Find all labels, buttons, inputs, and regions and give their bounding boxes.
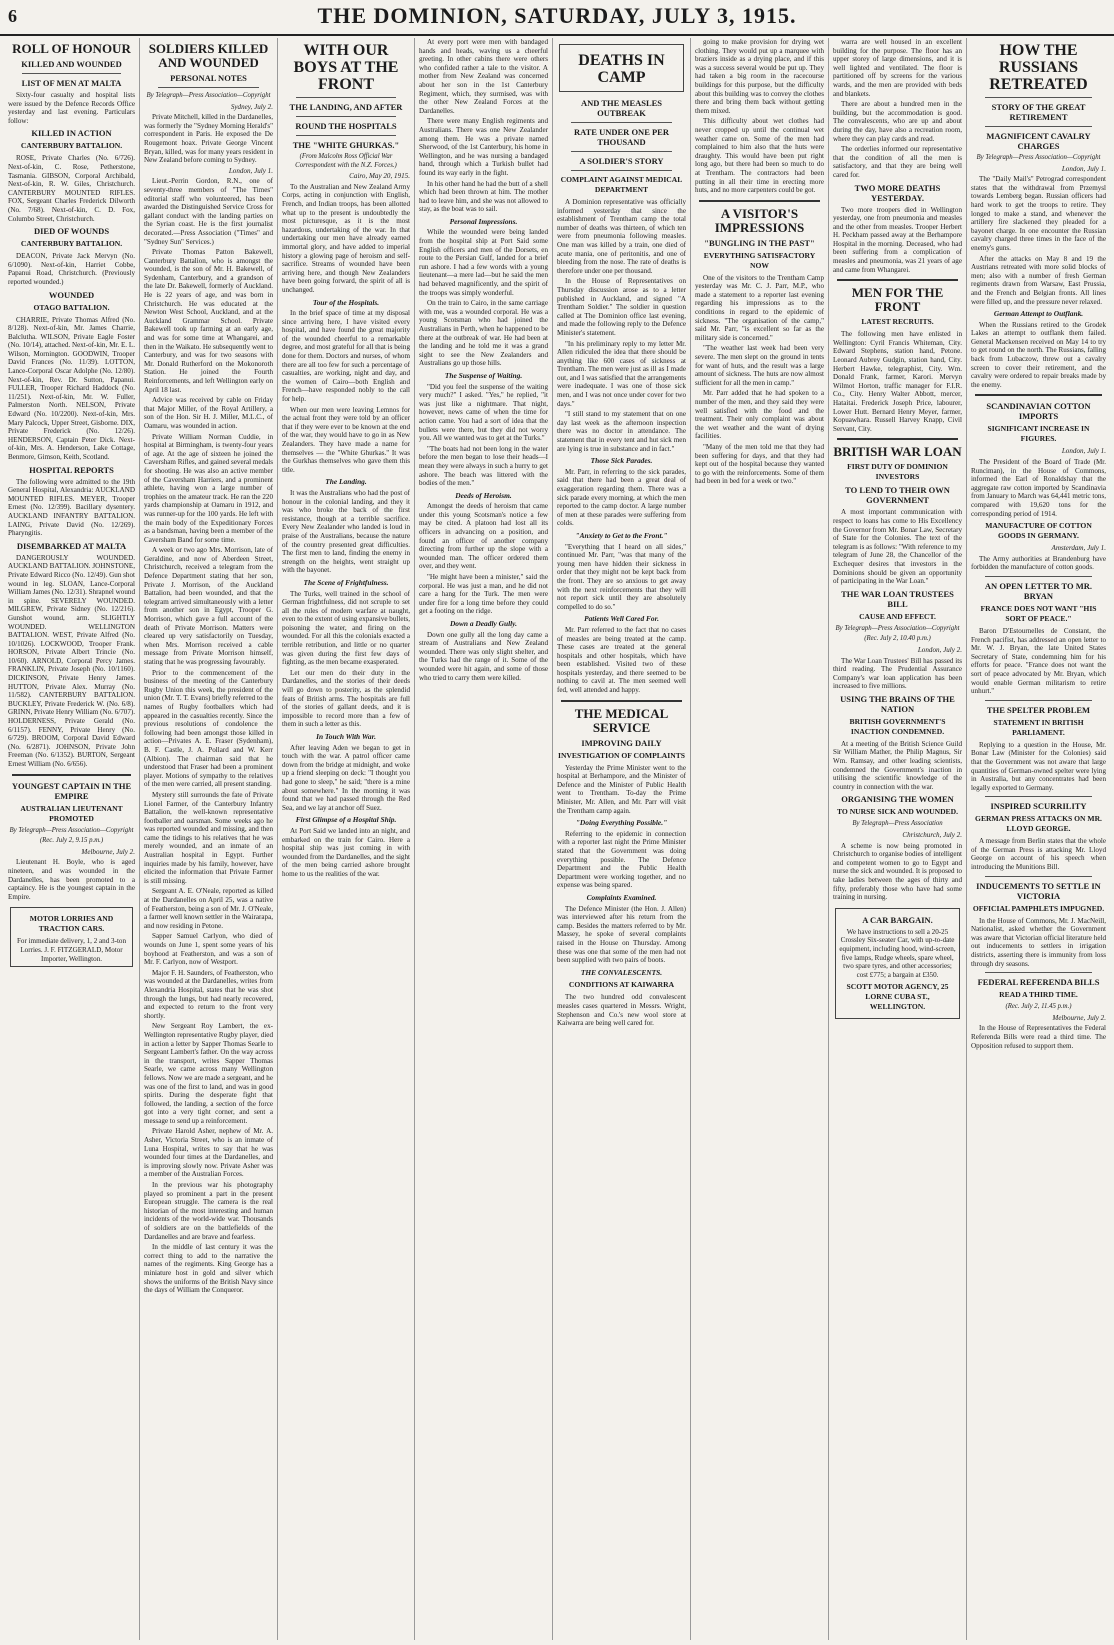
subheading: INDUCEMENTS TO SETTLE IN VICTORIA [976, 880, 1101, 901]
article-paragraph: There are about a hundred men in the building, but the accommodation is good. The convalescents, who are up and about during the day, have also a recreation room, where they can play cards and read. [833, 100, 962, 143]
subheading: USING THE BRAINS OF THE NATION [840, 693, 955, 714]
subheading: PERSONAL NOTES [170, 73, 247, 83]
subheading: ORGANISING THE WOMEN [841, 794, 954, 805]
subheading: AN OPEN LETTER TO MR. BRYAN [984, 580, 1093, 601]
article-paragraph: A message from Berlin states that the whole of the German Press is attacking Mr. Lloyd George on account of his speech when introducing the Munitions Bill. [971, 837, 1106, 872]
column-8 [967, 38, 1110, 1640]
wire-credit: By Telegraph—Press Association [852, 820, 943, 828]
section-heading: "Anxiety to Get to the Front." [575, 530, 668, 540]
article-paragraph: The War Loan Trustees' Bill has passed its third reading. The Prudential Assurance Company's war loan application has been increased to five millions. [833, 656, 962, 691]
article-paragraph: Prior to the commencement of the business of the meeting of the Canterbury Rugby Union this week, the president of the union (Mr. T. T. Evans) briefly referred to the names of Rugby footballers which had appeared in the casualties recently. Since the previous resolutions of condolence the following had been amongst those killed in action—Privates A. E. Fraser (Sydenham), B. F. Castle, J. A. Pollard and W. Kerr (Albion). The chairman said that he understood that Fraser had been a prominent player. Motions of sympathy to the relatives of the men were carried, all present standing. [144, 668, 273, 789]
subheading: HOSPITAL REPORTS [29, 464, 114, 475]
article-paragraph: Replying to a question in the House, Mr. Bonar Law (Minister for the Colonies) said that the Government was not aware that large quantities of German-owned spelter were lying in Australia, but any concentrates had been legally exported to Germany. [971, 740, 1106, 792]
headline: SOLDIERS KILLED AND WOUNDED [148, 41, 269, 70]
divider [158, 87, 259, 88]
column-7 [829, 38, 967, 1640]
article-paragraph: In the middle of last century it was the correct thing to add to the narrative the names of the regiments. King George has a miniature host in gold and silver which shows the uniforms of the British Navy since the days of William the Conqueror. [144, 1243, 273, 1295]
subheading: FRANCE DOES NOT WANT "HIS SORT OF PEACE." [980, 603, 1097, 623]
article-paragraph: At every port were men with bandaged hands and heads, waving us a cheerful greeting. In other cabins there were others who confided rather a tale to the visitor. A mother from New Zealand was concerned about her son in the 1st Canterbury Regiment, which, they surmised, was with the other New Zealand Forces at the Dardanelles. [419, 38, 548, 115]
article-paragraph: The two hundred odd convalescent measles cases quartered in Messrs. Wright, Stephenson and Co.'s new wool store at Kaiwarra are being well cared for. [557, 993, 686, 1028]
masthead [0, 0, 1114, 36]
article-paragraph: Private Harold Asher, nephew of Mr. A. Asher, Victoria Street, who is an inmate of Luna Hospital, writes to say that he was wounded four times at the Dardanelles, and is improving slowly now. Private Asher was a member of the Australian Forces. [144, 1127, 273, 1179]
dateline: London, July 1. [1061, 447, 1106, 456]
wire-date: (Rec. July 2, 9.15 p.m.) [39, 837, 104, 845]
article-paragraph: "Did you feel the suspense of the waiting very much?" I asked. "Yes," he replied, "it was just like a nightmare. That night, however, news came of when the time for action came. You had a sort of idea that the bullets were there, but they did not worry you. All we wanted was to get at the Turks." [419, 382, 548, 443]
divider [985, 972, 1092, 973]
section-heading: Personal Impressions. [449, 216, 518, 226]
divider [296, 135, 396, 136]
unit-heading: CANTERBURY BATTALION. [20, 141, 123, 151]
wire-credit: By Telegraph—Press Association—Copyright [835, 624, 960, 632]
divider [12, 774, 131, 776]
divider [985, 576, 1092, 577]
divider [571, 170, 672, 171]
section-heading: Down a Deadly Gully. [449, 619, 518, 628]
article-paragraph: Referring to the epidemic in connection with a reporter last night the Prime Minister stated that the Government was doing everything possible. The Defence Department and the Public Health Department were working together, and no expense was being spared. [557, 829, 686, 890]
divider [985, 700, 1092, 701]
article-paragraph: The following were admitted to the 19th General Hospital, Alexandria: AUCKLAND MOUNTED RIFLES. MEYER, Trooper Ernest (No. 12/399). Bacillary dysentery. AUCKLAND INFANTRY BATTALION. LAING, Private David (No. 12/269). Pharyngitis. [8, 477, 135, 538]
subheading: CAUSE AND EFFECT. [859, 611, 936, 621]
headline: MEN FOR THE FRONT [851, 285, 944, 315]
newspaper-title: THE DOMINION, SATURDAY, JULY 3, 1915. [317, 3, 797, 28]
divider [837, 438, 958, 440]
article-paragraph: Yesterday the Prime Minister went to the hospital at Berhampore, and the Minister of Defence and the Minister of Public Health went to Trentham. To-day the Prime Minister, Mr. Allen, and Mr. Parr will visit the Trentham camp again. [557, 763, 686, 815]
subheading: AND THE MEASLES OUTBREAK [580, 98, 663, 118]
subheading: ROUND THE HOSPITALS [295, 121, 397, 131]
subheading: KILLED IN ACTION [31, 128, 112, 139]
subheading: A SOLDIER'S STORY [579, 156, 664, 166]
article-paragraph: The Defence Minister (the Hon. J. Allen) was interviewed after his return from the camp. Besides the matters referred to by Mr. Massey, he spoke of several complaints raised in the House on Thursday. Among these was one that some of the men had not been supplied with two pairs of boots. [557, 904, 686, 965]
unit-heading: OTAGO BATTALION. [33, 302, 110, 312]
dateline: Amsterdam, July 1. [1051, 544, 1106, 553]
subheading: THE WAR LOAN TRUSTEES BILL [841, 588, 954, 609]
wire-credit: By Telegraph—Press Association—Copyright [976, 154, 1101, 161]
subheading: GERMAN PRESS ATTACKS ON MR. LLOYD GEORGE. [975, 814, 1102, 834]
article-paragraph: While the wounded were being landed from the hospital ship at Port Said some English officers and men of the Dorsets, en route to the Persian Gulf, landed for a brief run ashore. I had a few words with a young lieutenant—a mere lad—but he said the men had behaved magnificently, and the spirit of the troops was simply wonderful. [419, 228, 548, 297]
column-5 [553, 38, 691, 1640]
article-paragraph: The President of the Board of Trade (Mr. Runciman), in the House of Commons, informed the Earl of Ronaldshay that the aggregate raw cotton imported by Scandinavia from January to March was 64,441 metric tons, compared with 19,620 tons for the corresponding period of 1914. [971, 458, 1106, 518]
section-heading: "Doing Everything Possible." [575, 818, 668, 828]
subheading: RATE UNDER ONE PER THOUSAND [573, 127, 669, 147]
article-paragraph: This difficulty about wet clothes had never cropped up until the continual wet weather came on. Some of the men had complained to him also that the huts were draughty. This would have been put right long ago, but there had been so much to do at Trentham. The contractors had been putting in all their time in erecting more huts, and no more carpenters could be got. [695, 117, 824, 195]
ad-footer: SCOTT MOTOR AGENCY, 25 LORNE CUBA ST., WELLINGTON. [846, 982, 949, 1012]
subheading: CONDITIONS AT KAIWARRA [568, 980, 675, 990]
subheading: SCANDINAVIAN COTTON IMPORTS [986, 401, 1091, 422]
article-paragraph: Baron D'Estournelles de Constant, the French pacifist, has addressed an open letter to Mr. W. J. Bryan, the late United States Secretary of State, condemning him for his efforts for peace. "France does not want the sort of peace advocated by Mr. Bryan, which would enable German militarism to retire unhurt." [971, 626, 1106, 696]
subheading: MANUFACTURE OF COTTON GOODS IN GERMANY. [985, 521, 1092, 541]
subheading: FIRST DUTY OF DOMINION INVESTORS [847, 462, 948, 482]
column-4 [415, 38, 553, 1640]
dateline: London, July 1. [1061, 164, 1106, 173]
subheading: DISEMBARKED AT MALTA [16, 540, 127, 551]
article-paragraph: In the House of Representatives the Federal Referenda Bills were read a third time. The Opposition refused to support them. [971, 1024, 1106, 1050]
wire-date: (Rec. July 2, 11.45 p.m.) [1005, 1003, 1072, 1011]
ad-text: We have instructions to sell a 20-25 Crossley Six-seater Car, with up-to-date equipment, including hood, wind-screen, five lamps, Rudge wheels, spare wheel, two spare tyres, and other accessories; cost £775; a bargain at £350. [839, 927, 956, 979]
article-paragraph: One of the visitors to the Trentham Camp yesterday was Mr. C. J. Parr, M.P., who made a statement to a reporter last evening regarding his impressions as to the conditions in regard to the epidemic of sickness. "The organisation of the camp," said Mr. Parr, "is excellent so far as the military side is concerned." [695, 273, 824, 342]
subheading: FEDERAL REFERENDA BILLS [977, 977, 1100, 988]
subheading: "BUNGLING IN THE PAST" [704, 237, 815, 248]
article-paragraph: Let our men do their duty in the Dardanelles, and the stories of their deeds will go down to posterity, as the splendid feats of British arms. The hospitals are full of the stories of gallant deeds, and it is impossible to record more than a few of them in such a letter as this. [282, 668, 410, 729]
section-heading: The Landing. [325, 477, 367, 487]
divider [985, 126, 1092, 127]
subheading: TO NURSE SICK AND WOUNDED. [836, 807, 959, 817]
article-paragraph: Mr. Parr added that he had spoken to a number of the men, and they said they were well satisfied with the food and the treatment. Their only complaint was about the wet weather and the want of drying facilities. [695, 389, 824, 441]
article-paragraph: Lieut.-Perrin Gordon, R.N., one of seventy-three members of "The Times" editorial staff who volunteered, has been awarded the Distinguished Service Cross for gallant conduct with the landing parties on the Syrian coast. He is the first journalist decorated.—Press Association ("Times" and "Sydney Sun" Services.) [144, 177, 273, 246]
dateline: Melbourne, July 2. [81, 847, 135, 856]
article-paragraph: Sapper Samuel Carlyon, who died of wounds on June 1, spent some years of his boyhood at Featherston, and was a son of Mr. F. Carlyon, now of Westport. [144, 932, 273, 967]
article-paragraph: DANGEROUSLY WOUNDED. AUCKLAND BATTALION. JOHNSTONE, Private Edward Ricco (No. 12/49). Gun shot wound in leg. SLOAN, Lance-Corporal William James (No. 12/31). Shrapnel wound in spine. SEVERELY WOUNDED. MILGREW, Private Sidney (No. 12/216). Gunshot wound, arm. SLIGHTLY WOUNDED. WELLINGTON BATTALION. WEST, Private Alfred (No. 10/1026). LOCKWOOD, Trooper Frank. HORSON, Private Albert Trincie (No. 10/60). ARNOLD, Corporal Percy James. FRANKLIN, Private Joseph (No. 10/1160). DICKINSON, Private Henry James. HUTTON, Private Alex. Murray (No. 11/582). CANTERBURY BATTALION. BUCKLEY, Private Frederick W. (No. 6/8). GRINN, Private Henry William (No. 6/707). HOLDERNESS, Private Gerald (No. 6/1157). FENNY, Private Henry (No. 6/729). BROOM, Corporal David Edward (No. 6/2871). JOHNSON, Private John Freeman (No. 6/1352). BURTON, Sergeant Ernest William (No. 6/656). [8, 553, 135, 768]
section-heading: Those Sick Parades. [590, 456, 653, 466]
article-paragraph: In the House of Commons, Mr. J. MacNeill, Nationalist, asked whether the Government was aware that Victorian official literature held out inducements to settlers in irrigation districts, asserting there is immunity from loss through dry seasons. [971, 916, 1106, 968]
divider [22, 73, 121, 74]
wire-credit: By Telegraph—Press Association—Copyright [146, 92, 271, 99]
divider [296, 97, 396, 98]
article-paragraph: Two more troopers died in Wellington yesterday, one from pneumonia and measles and the other from measles. Trooper Herbert H. Peckham passed away at the Berhampore Hospital in the morning. Deceased, who had been suffering from a complication of measles and pneumonia, was 21 years of age and came from Whangarei. [833, 205, 962, 274]
article-paragraph: Mr. Parr, in referring to the sick parades, said that there had been a great deal of exaggeration regarding them. There was a sick parade every morning, at which the men reported to the camp doctor. A large number of men at these parades were suffering from colds. [557, 467, 686, 528]
article-paragraph: In the House of Representatives on Thursday discussion arose as to a letter published in Auckland, and signed "A Trentham Soldier." The soldier in question called at The Dominion office last evening, and made the following reply to the Defence Minister's statement. [557, 277, 686, 337]
dateline: Christchurch, July 2. [902, 831, 962, 840]
columns [4, 38, 1110, 1640]
subheading: STORY OF THE GREAT RETIREMENT [991, 102, 1086, 122]
section-heading: The Scene of Frightfulness. [303, 577, 389, 587]
headline: THE MEDICAL SERVICE [574, 705, 669, 735]
article-paragraph: After the attacks on May 8 and 19 the Austrians retreated with more solid blocks of men; also with a number of fresh German regiments drawn from Warsaw, East Prussia, and the French and Belgian fronts. All lines were filled up, and the pressure never relaxed. [971, 254, 1106, 306]
subheading: SIGNIFICANT INCREASE IN FIGURES. [987, 424, 1090, 444]
subheading: THE "WHITE GHURKAS." [292, 140, 400, 150]
unit-heading: CANTERBURY BATTALION. [20, 239, 123, 249]
divider [296, 116, 396, 117]
wire-date: (Rec. July 2, 10.40 p.m.) [864, 635, 931, 643]
section-heading: Complaints Examined. [586, 892, 657, 902]
subheading: IMPROVING DAILY [581, 737, 662, 748]
subheading: LIST OF MEN AT MALTA [21, 78, 122, 88]
subheading: OFFICIAL PAMPHLETS IMPUGNED. [972, 903, 1105, 913]
article-paragraph: Private William Norman Cuddie, in hospital at Birmingham, is twenty-four years of age. At the age of sixteen he joined the Caversham Rifles, and gained several medals for shooting. He was also an active member of the Caversham Harriers, and a prominent athlete, having won a large number of trophies on the amateur track. He ran the 220 yards championship at Oamaru in 1912, and was runner-up for the 100 yards. He left with the main body of the Expeditionary Forces as a bandsman, having been a member of the Caversham Band for some time. [144, 432, 273, 544]
subheading: READ A THIRD TIME. [999, 990, 1078, 1000]
article-paragraph: A Dominion representative was officially informed yesterday that since the establishment of Trentham camp the total number of deaths was thirteen, of which ten were from pneumonia following measles. One man was killed by a train, one died of acute mania, one of peritonitis, and one of bleeding from the nose. The rate of deaths is therefore under one per thousand. [557, 198, 686, 275]
subheading: INSPIRED SCURRILITY [990, 801, 1087, 812]
article-paragraph: A scheme is now being promoted in Christchurch to organise bodies of intelligent and competent women to go to Egypt and nurse the sick and wounded. It is proposed to take ladies between the ages of thirty and fifty, preferably those who have had some training in nursing. [833, 841, 962, 902]
article-paragraph: The Army authorities at Brandenburg have forbidden the manufacture of cotton goods. [971, 554, 1106, 572]
article-paragraph: New Sergeant Roy Lambert, the ex-Wellington representative Rugby player, died in action a letter by Sapper Thomas Searle to Sergeant Lambert's father. On the way across in the transport, writes Sapper Thomas Searle, we came across many Wellington fellows. Now we are made a sergeant, and he was one of the first to land, and was in good spirits. During the desperate fight that followed, the landing, a section of the force got into a very tight corner, and sent a message to send up a reinforcement. [144, 1022, 273, 1125]
article-paragraph: In the brief space of time at my disposal since arriving here, I have visited every hospital, and have found the great majority of the wounded cheerful to a remarkable degree, and most grateful for all that is being done for them. Doctors and nurses, of whom there are all too few for such a percentage of casualties, are working, night and day, and the women of Cairo—both English and French—have responded nobly to the call for help. [282, 309, 410, 404]
article-paragraph: "He might have been a minister," said the corporal. He was just a man, and he did not care a hang for the Turk. The men were under fire for a long time before they could get a footing on the ridge. [419, 573, 548, 616]
divider [985, 97, 1092, 98]
article-paragraph: Sixty-four casualty and hospital lists were issued by the Defence Records Office yesterday and last evening. Particulars follow: [8, 91, 135, 125]
subheading: MAGNIFICENT CAVALRY CHARGES [986, 131, 1091, 151]
headline: HOW THE RUSSIANS RETREATED [989, 42, 1088, 93]
page-number: 6 [8, 6, 17, 26]
article-paragraph: "The boats had not been long in the water before the men began to lose their heads—I mean they were always in such a hurry to get ashore. The beach was littered with the bodies of the men." [419, 444, 548, 488]
dateline: Melbourne, July 2. [1052, 1013, 1106, 1022]
article-paragraph: A week or two ago Mrs. Morrison, late of Geraldine, and now of Aberdeen Street, Christchurch, received a telegram from the Defence Department stating that her son, Private J. Morrison, of the Auckland Battalion, had been wounded, and that the telegram arrived simultaneously with a letter from another son in Egypt, Trooper G. Morrison, which gave a full account of the death of Private Morrison. Matters were cleared up very satisfactorily on Tuesday, when Mrs. Morrison received a cable message from Private Morrison himself, stating that he was progressing favourably. [144, 546, 273, 666]
article-paragraph: CHARRIE, Private Thomas Alfred (No. 8/128). Next-of-kin, Mr. James Charrie, Balclutha. WILSON, Private Eagle Foster (No. 10/14), attached. Next-of-kin, Mr. E. L. Wilson, Mornington. GOODWIN, Trooper David Frances (No. 11/39). LOTTON, Lance-Corporal Oscar Adolphe (No. 12/80). Next-of-kin, Rev. Dr. Sutton, Papanui. FULLER, Trooper Richard Haddock (No. 11/251). Next-of-kin, Mr. W. Fuller, Palmerston North. NELSON, Private Edward (No. 10/2200). Next-of-kin, Mrs. Mary Palcock, Upper Street, Gisborne. DIX, Private Frederick (No. 12/26). HENDERSON, Captain Peter Dick. Next-of-kin, Mrs. A. Henderson, Lake Cottage, Benmore, Gimson, Keith, Scotland. [8, 315, 135, 461]
article-paragraph: ROSE, Private Charles (No. 6/726). Next-of-kin, C. Rose, Petherstone, Tasmania. GIBSON, Corporal Archibald, Next-of-kin, R. W. Giles, Christchurch. CANTERBURY MOUNTED RIFLES. FOX, Sergeant Charles Frederick Dilworth (No. 7/68). Next-of-kin, C. D. Fox, Columbo Street, Christchurch. [8, 154, 135, 223]
section-heading: First Glimpse of a Hospital Ship. [295, 815, 397, 825]
section-heading: Tour of the Hospitals. [312, 297, 380, 307]
article-paragraph: The following men have enlisted in Wellington: Cyril Francis Whiteman, City. Edward Stephens, station hand, Petone. Leonard Aubrey Gudgin, station hand, City. Herbert Hawke, telegraphist, City. Wm. Donald Frank, farmer, Karori. Mervyn Wilmot Horton, traffic manager for F.I.R. Co., City. Henry Walter Abbott, mercer, Hataitai. Frederick Joseph Price, labourer, Lower Hutt. Bernard Henry Meyer, farmer, Kopuawhara. Russell Harvey Knapp, Civil Servant, City. [833, 330, 962, 433]
article-paragraph: Private Thomas Patton Bakewell, Canterbury Battalion, who is amongst the wounded, is the son of Mr. H. Bakewell, of Sydenham, Canterbury, and a grandson of the late Dr. Bakewell, formerly of Auckland. He is 22 years of age, and was born in Christchurch. He was educated at the Newton West School, Auckland, and at the Auckland Grammar School. Private Bakewell took up farming at an early age, and was for some time at Whangarei, and then in the Waikato. He subsequently went to Canterbury, and was for two seasons with Mr. Donald Rutherford on the Mokonoroth Station. He joined the Fourth Reinforcements, and left Wellington early on April 18 last. [144, 248, 273, 394]
advertisement [10, 907, 133, 967]
article-paragraph: Private Mitchell, killed in the Dardanelles, was formerly the "Sydney Morning Herald's" correspondent in Paris. He exposed the De Rougemont hoax. Private George Vincent Bryan, killed, was for many years resident in New Zealand before coming to Sydney. [144, 113, 273, 165]
article-paragraph: A most important communication with respect to loans has come to His Excellency the Governor from Mr. Bonar Law, Secretary of State for the Colonies. The text of the telegram is as follows: "With reference to my telegram of June 28, the Chancellor of the Exchequer desires that investors in the Dominions should be given an opportunity of participating in the War Loan." [833, 508, 962, 586]
article-paragraph: On the train to Cairo, in the same carriage with me, was a wounded corporal. He was a young Scotsman who had joined the Australians in Perth, when he happened to be there at the outbreak of war. He had been at the landing and he told me it was a grand sight to see the New Zealanders and Australians go up those hills. [419, 299, 548, 368]
article-paragraph: When our men were leaving Lemnos for the actual front they were told by an officer that if they were ever to be known at the end of the war, they would have to go in as New Zealanders. They have made a name for themselves — the "White Ghurkas." It was the Gurkhas themselves who gave them this title. [282, 405, 410, 474]
wire-credit: (From Malcolm Ross Official War Correspondent with the N.Z. Forces.) [295, 153, 397, 169]
headline: BRITISH WAR LOAN [833, 444, 962, 460]
column-1 [4, 38, 140, 1640]
subheading: BRITISH GOVERNMENT'S INACTION CONDEMNED. [849, 716, 946, 736]
wire-credit: By Telegraph—Press Association—Copyright [9, 826, 134, 834]
article-paragraph: Down one gully all the long day came a stream of Australians and New Zealand wounded. There was only slight shelter, and the Turks had the range of it. Some of the wounded were hit again, and some of those who tried to carry them were killed. [419, 630, 548, 682]
article-paragraph: Mr. Parr referred to the fact that no cases of measles are being treated at the camp. These cases are treated at the general hospitals and other hospitals, which have been established. Visited two of these hospitals yesterday, and there seemed to be nothing to cavil at. The men seemed well fed, well attended and happy. [557, 625, 686, 695]
article-paragraph: Mystery still surrounds the fate of Private Lionel Farmer, of the Canterbury Infantry Battalion, the well-known representative footballer and oarsman. Some weeks ago he was reported wounded and missing, and then came the tidings to his relatives that he was merely wounded, and an inmate of an Australian hospital in Egypt. Further inquiries made by his family, however, have elicited the information that Private Farmer is still missing. [144, 790, 273, 885]
subheading: LATEST RECRUITS. [861, 317, 934, 327]
divider [571, 122, 672, 123]
divider [561, 700, 682, 702]
column-6 [691, 38, 829, 1640]
article-paragraph: There were many English regiments and Australians. There was one New Zealander among them. He was a private named Sherwood, of the 1st Canterbury, his home in Wellington, and he was nursing a bandaged hand, through which a Turkish bullet had found its way early in the fight. [419, 117, 548, 177]
subheading: KILLED AND WOUNDED [21, 59, 122, 69]
subheading: COMPLAINT AGAINST MEDICAL DEPARTMENT [560, 175, 683, 194]
article-paragraph: It was the Australians who had the post of honour in the colonial landing, and they it was who broke the back of the first resistance, though at a terrible sacrifice. Every New Zealander who landed is loud in praise of the Australians, because the nature of the country presented great difficulties. The first men to land, finding the enemy in strength on the heights, went straight up with the bayonet. [282, 488, 410, 575]
subheading: DIED OF WOUNDS [33, 226, 110, 237]
article-paragraph: At Port Said we landed into an night, and embarked on the train for Cairo. Here a hospital ship was just coming in with wounded from the Dardanelles, and the sight of the men being carried ashore brought home to us the realities of the war. [282, 826, 410, 878]
article-paragraph: warra are well housed in an excellent building for the purpose. The floor has an upper storey of large dimensions, and it is well lighted and ventilated. The floor is partitioned off by screens for the various wards, and the men are provided with beds and blankets. [833, 38, 962, 98]
divider [571, 151, 672, 152]
article-paragraph: "Many of the men told me that they had been suffering for days, and that they had kept out of the hospital because they wanted to go with the reinforcements. Some of them had been in bed for a week or two." [695, 442, 824, 486]
article-paragraph: Advice was received by cable on Friday that Major Miller, of the Royal Artillery, a son of the Hon. Sir H. J. Miller, M.L.C., of Oamaru, was wounded in action. [144, 396, 273, 430]
subheading: EVERYTHING SATISFACTORY NOW [703, 250, 816, 270]
dateline: Sydney, July 2. [230, 102, 273, 111]
article-paragraph: When the Russians retired to the Grodek Lakes an attempt to outflank them failed. General Mackensen received on May 14 to try to get round on the north. The Russians, falling back from Lubaczow, threw out a cavalry screen to cover their retirement, and the cavalry were ordered to repair breaks made by the enemy. [971, 320, 1106, 389]
subheading: TO LEND TO THEIR OWN GOVERNMENT [845, 485, 950, 506]
divider [837, 279, 958, 281]
subheading: THE LANDING, AND AFTER [289, 102, 403, 112]
ad-heading: MOTOR LORRIES AND TRACTION CARS. [29, 914, 114, 934]
headline-box [559, 44, 684, 92]
article-paragraph: going to make provision for drying wet clothing. They would put up a marquee with braziers inside as a drying place, and if this was a success several would be put up. They had taken a big room in the racecourse buildings for this purpose, but the difficulty about this building was to convey the clothes there and bring them back without getting them mixed. [695, 38, 824, 115]
article-paragraph: In the previous war his photography played so prominent a part in the present European struggle. The camera is the real historian of the most interesting and human incidents of the world-wide war. Thousands of soldiers are on the battlefields of the Dardanelles and are brave and fearless. [144, 1181, 273, 1241]
section-heading: THE CONVALESCENTS. [580, 967, 663, 977]
advertisement [835, 908, 960, 1020]
article-paragraph: After leaving Aden we began to get in touch with the war. A patrol officer came down from the bridge at midnight, and woke up a friend sleeping on deck: "I thought you had gone to sleep," he said; "there is a mine about somewhere." In the morning it was found that we had passed through the Red Sea, and we lay at anchor off Suez. [282, 743, 410, 812]
article-paragraph: The "Daily Mail's" Petrograd correspondent states that the withdrawal from Przemysl towards Lemberg began. Russian officers had hard work to get the troops to retire. They longed to make a stand, and whenever the artillery fire slackened they pleaded for a bayonet charge. In one encounter the Russian cavalry charged three times in the face of the enemy's guns. [971, 175, 1106, 252]
divider [699, 200, 820, 202]
article-paragraph: In his other hand he had the butt of a shell which had been thrown at him. The mother had to leave him, and she was not allowed to stay, as the boat was to sail. [419, 179, 548, 214]
article-paragraph: Sergeant A. E. O'Neale, reported as killed at the Dardanelles on April 25, was a native of Featherston, being a son of Mr. J. O'Neale, a farmer well known settler in the Wairarapa, and now residing in Petone. [144, 887, 273, 930]
article-paragraph: The orderlies informed our representative that the condition of all the men is satisfactory, and that they are being well cared for. [833, 145, 962, 179]
subheading: INVESTIGATION OF COMPLAINTS [557, 750, 685, 760]
article-paragraph: At a meeting of the British Science Guild Sir William Mather, the Philip Magnus, Sir Wm. Ramsay, and other leading scientists, condemned the Government's inaction in utilising the scientific knowledge of the country in connection with the war. [833, 739, 962, 791]
article-paragraph: DEACON, Private Jack Mervyn (No. 6/1090). Next-of-kin, Harriet Cobbe, Papanui Road, Christchurch. (Previously reported wounded.) [8, 252, 135, 286]
article-paragraph: "The weather last week had been very severe. The men slept on the ground in tents for want of huts, and the result was a large amount of sickness. The huts are now almost sufficient for all the men in camp." [695, 344, 824, 387]
article-paragraph: The Turks, well trained in the school of German frightfulness, did not scruple to set all the rules of modern warfare at naught, even to the extent of using expansive bullets, poisoning the water, and firing on the wounded. For all this the colonials exacted a terrible retribution, and little or no quarter was given during the first few days of fighting, as the men became exasperated. [282, 589, 410, 667]
section-heading: Patients Well Cared For. [584, 614, 659, 624]
article-paragraph: "In his preliminary reply to my letter Mr. Allen ridiculed the idea that there should be anything like 600 cases of sickness at Trentham. The men were just as ill as I made out, and I was satisfied that the arrangements were inadequate. I was one of those sick men, and I was not once under cover for two days." [557, 339, 686, 408]
ad-text: For immediate delivery, 1, 2 and 3-ton Lorries. J. F. FITZGERALD, Motor Importer, Wellington. [16, 937, 127, 963]
headline: WITH OUR BOYS AT THE FRONT [293, 42, 399, 93]
dateline: Cairo, May 20, 1915. [349, 172, 410, 181]
article-paragraph: "I still stand to my statement that on one day last week as the afternoon inspection there was no doctor in attendance. The statement that in every tent and hut sick men are lying is true in substance and in fact." [557, 410, 686, 453]
section-heading: Deeds of Heroism. [455, 490, 512, 500]
column-2 [140, 38, 278, 1640]
headline: ROLL OF HONOUR [12, 41, 131, 56]
subheading: AUSTRALIAN LIEUTENANT PROMOTED [20, 803, 123, 823]
article-paragraph: Lieutenant H. Boyle, who is aged nineteen, and was wounded in the Dardanelles, has been promoted to a captaincy. He is the youngest captain in the Empire. [8, 858, 135, 901]
section-heading: In Touch With War. [316, 732, 376, 741]
article-paragraph: Amongst the deeds of heroism that came under this young Scotsman's notice a few may be cited. A platoon had lost all its officers in advancing on a position, and found an officer of another company directing from further up the slope with a wounded man. The officer ordered them over, and they went. [419, 502, 548, 571]
section-heading: The Suspense of Waiting. [444, 370, 523, 380]
section-heading: German Attempt to Outflank. [993, 309, 1084, 319]
divider [975, 394, 1102, 396]
dateline: London, July 1. [228, 166, 273, 175]
headline: DEATHS IN CAMP [578, 52, 665, 86]
dateline: London, July 2. [917, 645, 962, 654]
divider [985, 876, 1092, 877]
subheading: THE SPELTER PROBLEM [986, 704, 1091, 715]
article-paragraph: To the Australian and New Zealand Army Corps, acting in conjunction with English, French, and Indian troops, has been allotted what up to the present is undoubtedly the most picturesque, as it is the most hazardous, undertaking of the war. In that undertaking our men have already earned immortal glory, and have added to imperial history a glowing page of heroism and self-sacrifice. Streams of wounded have been arriving here, and though New Zealanders have been going forward, the spirit of all is unchanged. [282, 182, 410, 294]
headline: A VISITOR'S IMPRESSIONS [714, 205, 805, 235]
article-paragraph: Major F. H. Saunders, of Featherston, who was wounded at the Dardanelles, writes from Alexandria Hospital, states that he was shot through the lungs, but had nearly recovered, and expected to return to the front very shortly. [144, 968, 273, 1020]
subheading: STATEMENT IN BRITISH PARLIAMENT. [993, 717, 1084, 737]
divider [985, 796, 1092, 797]
subheading: TWO MORE DEATHS YESTERDAY. [854, 182, 941, 203]
subheading: YOUNGEST CAPTAIN IN THE EMPIRE [11, 780, 132, 801]
article-paragraph: "Everything that I heard on all sides," continued Mr. Parr, "was that many of the young men have hidden their sickness in order that they might not be kept back from the front. They are so anxious to get away with the next reinforcements that they will not report sick until they are absolutely compelled to do so." [557, 542, 686, 611]
column-3 [278, 38, 415, 1640]
ad-heading: A CAR BARGAIN. [862, 914, 933, 925]
subheading: WOUNDED [48, 289, 95, 300]
